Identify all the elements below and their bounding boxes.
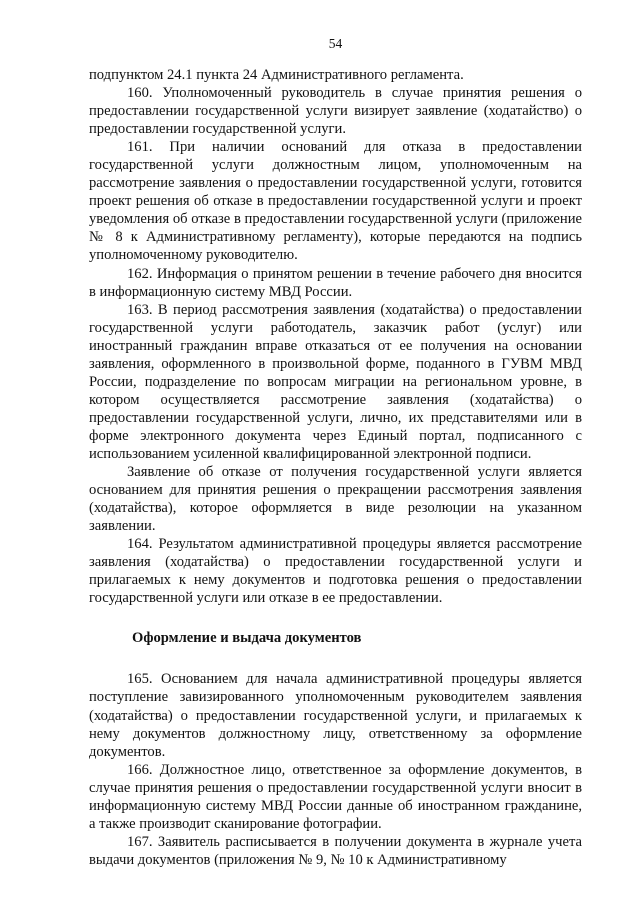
paragraph-167: 167. Заявитель расписывается в получении документа в журнале учета выдачи документов (приложения № 9, № 10 к Административному [89,833,582,868]
paragraph-continuation: подпунктом 24.1 пункта 24 Административного регламента. [89,67,464,83]
paragraph-166: 166. Должностное лицо, ответственное за оформление документов, в случае принятия решения о предоставлении государственной услуги вносит в информационную систему МВД России данные об иностранном гражданине, а также производит сканирование фотографии. [89,761,582,832]
paragraph-160: 160. Уполномоченный руководитель в случае принятия решения о предоставлении государственной услуги визирует заявление (ходатайство) о предоставлении государственной услуги. [89,85,582,138]
paragraph-162: 162. Информация о принятом решении в течение рабочего дня вносится в информационную систему МВД России. [89,265,582,300]
paragraphs-before [89,66,582,607]
page-number: 54 [328,36,343,51]
paragraph-165: 165. Основанием для начала административной процедуры является поступление завизированного уполномоченным руководителем заявления (ходатайства) о предоставлении государственной услуги, и прилагаемых к нему документов должностному лицу, ответственному за оформление документов. [89,671,582,760]
section-heading: Оформление и выдача документов [132,630,362,647]
paragraph-163-refusal: Заявление об отказе от получения государственной услуги является основанием для принятия решения о прекращении рассмотрения заявления (ходатайства), которое оформляется в виде резолюции на указанном заявлении. [89,464,582,535]
paragraphs-after [89,670,582,869]
paragraph-163: 163. В период рассмотрения заявления (ходатайства) о предоставлении государственной услуги работодатель, заказчик работ (услуг) или иностранный гражданин вправе отказаться от ее получения на основании заявления, оформленного в произвольной форме, поданного в ГУВМ МВД России, подразделение по вопросам миграции на региональном уровне, в котором осуществляется рассмотрение заявления (ходатайства) о предоставлении государственной услуги, лично, их представителями или в форме электронного документа через Единый портал, подписанного с использованием усиленной квалифицированной электронной подписи. [89,301,582,462]
paragraph-161: 161. При наличии оснований для отказа в предоставлении государственной услуги должностным лицом, уполномоченным на рассмотрение заявления о предоставлении государственной услуги, готовится проект решения об отказе в предоставлении государственной услуги и проект уведомления об отказе в предоставлении государственной услуги (приложение № 8 к Административному регламенту), которые передаются на подпись уполномоченному руководителю. [89,139,582,264]
paragraph-164: 164. Результатом административной процедуры является рассмотрение заявления (ходатайства) о предоставлении государственной услуги и прилагаемых к нему документов и подготовка решения о предоставлении государственной услуги или отказе в ее предоставлении. [89,536,582,607]
